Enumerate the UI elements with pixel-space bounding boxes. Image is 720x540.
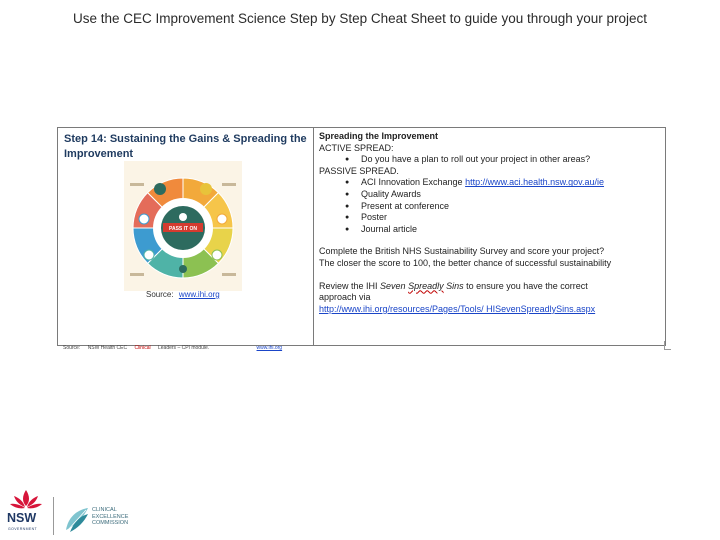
active-spread-label: ACTIVE SPREAD: bbox=[319, 142, 394, 153]
footer-ihi-link[interactable]: www.ihi.org bbox=[256, 345, 283, 351]
review-sins: Sins bbox=[446, 280, 464, 291]
passive-spread-list bbox=[319, 177, 663, 235]
cec-leaf-icon bbox=[64, 504, 90, 534]
cec-line-3: COMMISSION bbox=[92, 520, 129, 527]
ihi-sins-link[interactable]: http://www.ihi.org/resources/Pages/Tools/ HISevenSpreadlySins.aspx bbox=[319, 303, 596, 314]
aci-link[interactable]: http://www.aci.health.nsw.gov.au/ie bbox=[465, 177, 605, 188]
list-item-label: ACI Innovation Exchange bbox=[361, 177, 463, 188]
active-spread-list bbox=[319, 154, 663, 166]
cec-line-2: EXCELLENCE bbox=[92, 513, 129, 520]
cec-line-1: CLINICAL bbox=[92, 507, 117, 513]
source-label: Source: bbox=[146, 290, 174, 299]
review-pre: Review the IHI bbox=[319, 280, 378, 291]
logo-separator bbox=[53, 497, 54, 535]
nsw-logo-text: NSW bbox=[7, 511, 37, 525]
list-item: ● Present at conference bbox=[345, 201, 663, 213]
list-item: ● Do you have a plan to roll out your project in other areas? bbox=[345, 154, 663, 166]
infographic-source bbox=[146, 290, 220, 299]
step-title: Step 14: Sustaining the Gains & Spreading the Improvement bbox=[64, 133, 307, 160]
survey-text: Complete the British NHS Sustainability Survey and score your project? bbox=[319, 246, 605, 257]
cheat-sheet-panel bbox=[57, 127, 666, 346]
column-divider bbox=[313, 128, 314, 345]
nsw-logo-subtext: GOVERNMENT bbox=[8, 527, 38, 531]
survey-text-2: The closer the score to 100, the better chance of successful sustainability bbox=[319, 257, 612, 268]
review-spreadly: Spreadly bbox=[408, 280, 444, 291]
review-line-2: approach via bbox=[319, 292, 371, 303]
slide-title: Use the CEC Improvement Science Step by Step Cheat Sheet to guide you through your project bbox=[72, 11, 648, 26]
spread-heading: Spreading the Improvement bbox=[319, 131, 439, 141]
cec-logo-text bbox=[92, 507, 128, 527]
corner-mark bbox=[664, 341, 671, 350]
footer-source-org: NSW Health CEC bbox=[87, 345, 128, 351]
spread-details bbox=[319, 131, 663, 315]
footer-source bbox=[63, 345, 288, 351]
footer-source-label: Source: bbox=[63, 345, 81, 351]
spacer bbox=[319, 270, 663, 281]
spread-infographic bbox=[124, 161, 242, 291]
spacer bbox=[319, 235, 663, 246]
passive-spread-label: PASSIVE SPREAD. bbox=[319, 165, 399, 176]
footer-source-text bbox=[88, 345, 216, 351]
list-item: ● Journal article bbox=[345, 224, 663, 236]
review-italic: Seven bbox=[380, 280, 406, 291]
review-post: to ensure you have the correct bbox=[466, 280, 588, 291]
list-item bbox=[345, 177, 663, 189]
ihi-link[interactable]: www.ihi.org bbox=[178, 290, 220, 299]
pass-it-on-label: PASS IT ON bbox=[169, 226, 197, 232]
footer-source-clinical: Clinical bbox=[134, 345, 151, 351]
review-text bbox=[319, 281, 663, 293]
footer-logos bbox=[4, 488, 144, 536]
list-item: ● Quality Awards bbox=[345, 189, 663, 201]
list-item: ● Poster bbox=[345, 212, 663, 224]
footer-source-module: Leaders – CPI module. bbox=[157, 345, 210, 351]
